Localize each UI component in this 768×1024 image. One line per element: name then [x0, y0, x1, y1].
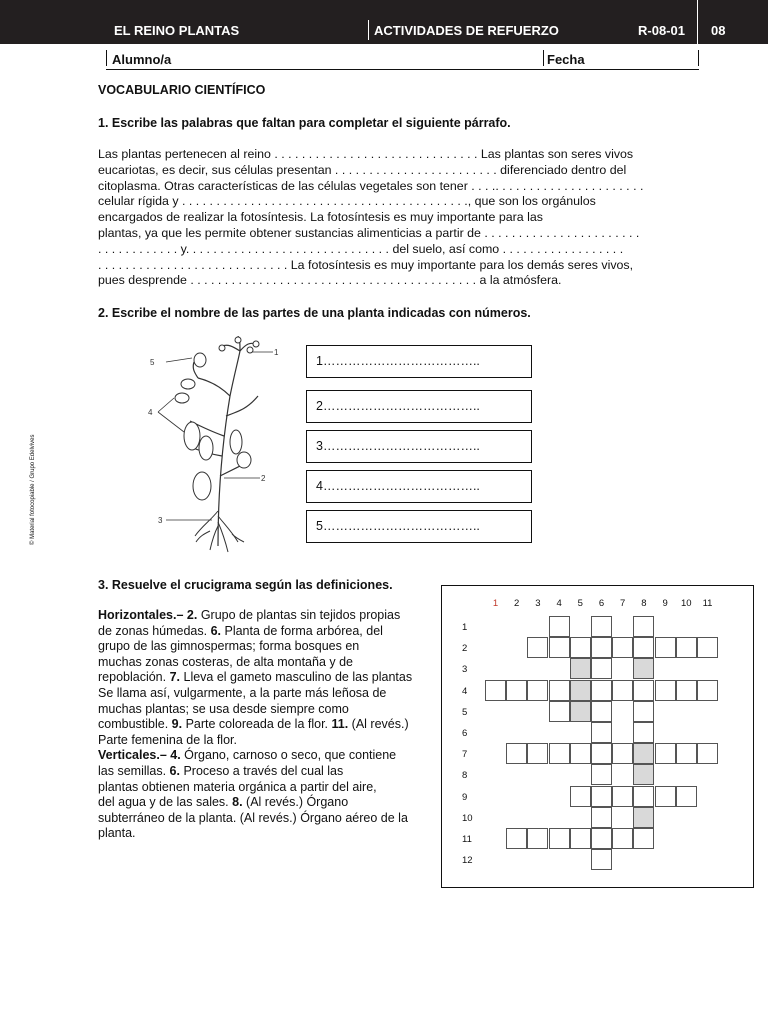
- student-row-underline: [106, 69, 699, 70]
- header-bar: [0, 0, 768, 44]
- crossword-cell[interactable]: [591, 743, 612, 764]
- row-number: 8: [462, 770, 468, 782]
- exercise-1-title: 1. Escribe las palabras que faltan para completar el siguiente párrafo.: [98, 116, 511, 130]
- crossword-cell[interactable]: [527, 637, 548, 658]
- crossword-cell[interactable]: [591, 680, 612, 701]
- row-number: 12: [462, 855, 473, 867]
- header-divider: [368, 20, 369, 40]
- crossword-cell[interactable]: [633, 680, 654, 701]
- crossword-cell[interactable]: [676, 680, 697, 701]
- unit-title: EL REINO PLANTAS: [114, 23, 240, 38]
- crossword-cell[interactable]: [570, 680, 591, 701]
- definition-line: [98, 811, 443, 827]
- definition-line: [98, 826, 443, 842]
- copyright-note: © Material fotocopiable / Grupo Edelvives: [30, 434, 36, 545]
- definition-line: [98, 702, 443, 718]
- plant-illustration: [140, 336, 280, 556]
- crossword-cell[interactable]: [570, 828, 591, 849]
- answer-line: 4………………………………..: [316, 479, 480, 493]
- crossword-cell[interactable]: [697, 743, 718, 764]
- crossword-cell[interactable]: [633, 616, 654, 637]
- crossword-cell[interactable]: [506, 828, 527, 849]
- crossword-cell[interactable]: [591, 828, 612, 849]
- row-number: 5: [462, 706, 468, 718]
- crossword-cell[interactable]: [633, 637, 654, 658]
- column-number: 2: [514, 598, 520, 609]
- worksheet-code: R-08-01: [638, 23, 685, 38]
- definition-text: Grupo de plantas sin tejidos propias: [197, 608, 401, 622]
- definition-text: plantas obtienen materia orgánica a partir del aire,: [98, 779, 377, 794]
- crossword-cell[interactable]: [655, 743, 676, 764]
- definition-line: [98, 670, 443, 686]
- row-number: 7: [462, 749, 468, 761]
- crossword-cell[interactable]: [591, 786, 612, 807]
- column-number: 11: [702, 598, 713, 609]
- crossword-cell[interactable]: [612, 637, 633, 658]
- exercise-1-paragraph: [98, 147, 698, 289]
- crossword-cell[interactable]: [633, 828, 654, 849]
- figure-label-2: 2: [261, 474, 266, 483]
- crossword-cell[interactable]: [570, 786, 591, 807]
- column-number: 8: [641, 598, 647, 609]
- definition-text: Proceso a través del cual las: [179, 763, 344, 778]
- crossword-cell[interactable]: [633, 722, 654, 743]
- page-number: 08: [711, 23, 726, 38]
- crossword-cell[interactable]: [591, 637, 612, 658]
- figure-label-4: 4: [148, 408, 153, 417]
- crossword-cell[interactable]: [570, 743, 591, 764]
- row-number: 3: [462, 664, 468, 676]
- crossword-cell[interactable]: [527, 680, 548, 701]
- crossword-cell[interactable]: [591, 807, 612, 828]
- activity-type: ACTIVIDADES DE REFUERZO: [374, 23, 559, 38]
- crossword-cell[interactable]: [549, 701, 570, 722]
- definition-line: [98, 717, 443, 733]
- column-number: 3: [535, 598, 541, 609]
- crossword-cell[interactable]: [633, 658, 654, 679]
- crossword-cell[interactable]: [655, 680, 676, 701]
- crossword-cell[interactable]: [676, 786, 697, 807]
- column-number: 1: [492, 598, 499, 609]
- crossword-cell[interactable]: [591, 658, 612, 679]
- answer-box-5[interactable]: [306, 510, 532, 543]
- crossword-cell[interactable]: [549, 680, 570, 701]
- crossword-cell[interactable]: [633, 743, 654, 764]
- crossword-cell[interactable]: [591, 722, 612, 743]
- definition-text: Parte coloreada de la flor.: [182, 717, 332, 732]
- exercise-2-title: 2. Escribe el nombre de las partes de una planta indicadas con números.: [98, 306, 531, 320]
- definition-text: Parte femenina de la flor.: [98, 732, 237, 747]
- crossword-cell[interactable]: [633, 701, 654, 722]
- column-number: 10: [681, 598, 692, 609]
- column-number: 7: [620, 598, 626, 609]
- paragraph-line: encargados de realizar la fotosíntesis. La fotosíntesis es muy importante para las: [98, 210, 543, 225]
- definition-line: [98, 686, 443, 702]
- crossword-cell[interactable]: [570, 701, 591, 722]
- figure-label-3: 3: [158, 516, 163, 525]
- crossword-cell[interactable]: [591, 849, 612, 870]
- paragraph-line: celular rígida y . . . . . . . . . . . . . . . . . . . . . . . . . . . . . . . . . . . . . . . . . ., que son los orgánulos: [98, 194, 596, 209]
- definition-number: 6.: [210, 623, 222, 638]
- row-number: 2: [462, 643, 468, 655]
- paragraph-line: plantas, ya que les permite obtener sustancias alimenticias a partir de . . . . . . . . . . . . . . . . . . . . . . .: [98, 225, 640, 240]
- definition-number: 7.: [169, 670, 181, 685]
- row-number: 9: [462, 791, 468, 803]
- crossword-cell[interactable]: [676, 637, 697, 658]
- definition-line: [98, 795, 443, 811]
- column-number: 4: [556, 598, 562, 609]
- definition-text: Órgano, carnoso o seco, que contiene: [180, 748, 397, 763]
- definition-text: subterráneo de la planta. (Al revés.) Órgano aéreo de la: [98, 810, 408, 825]
- definition-number: 6.: [169, 763, 180, 778]
- figure-label-1: 1: [274, 348, 279, 357]
- definition-line: [98, 624, 443, 640]
- definition-text: del agua y de las sales.: [98, 795, 233, 810]
- definition-line: [98, 639, 443, 655]
- crossword-cell[interactable]: [676, 743, 697, 764]
- definition-text: grupo de las gimnospermas; forma bosques en: [98, 639, 360, 654]
- crossword-cell[interactable]: [570, 658, 591, 679]
- definition-number: Horizontales.– 2.: [98, 608, 198, 622]
- paragraph-line: eucariotas, es decir, sus células presentan . . . . . . . . . . . . . . . . . . . . . . . . diferenciado dentro del: [98, 162, 627, 177]
- answer-box-1[interactable]: [306, 345, 532, 378]
- student-label: Alumno/a: [112, 52, 172, 67]
- definition-number: Verticales.– 4.: [98, 748, 181, 763]
- exercise-3-title: 3. Resuelve el crucigrama según las definiciones.: [98, 578, 393, 592]
- header-divider-2: [697, 0, 698, 44]
- crossword-cell[interactable]: [591, 616, 612, 637]
- definition-number: 9.: [171, 717, 183, 732]
- section-title: VOCABULARIO CIENTÍFICO: [98, 83, 266, 97]
- crossword-cell[interactable]: [612, 786, 633, 807]
- crossword-cell[interactable]: [527, 828, 548, 849]
- crossword-cell[interactable]: [612, 680, 633, 701]
- crossword-cell[interactable]: [549, 616, 570, 637]
- definition-text: Se llama así, vulgarmente, a la parte más leñosa de: [98, 685, 387, 700]
- definition-line: [98, 608, 443, 624]
- crossword-cell[interactable]: [633, 786, 654, 807]
- row-number: 4: [462, 685, 468, 697]
- crossword-cell[interactable]: [612, 743, 633, 764]
- row-number: 11: [462, 834, 472, 845]
- paragraph-line: . . . . . . . . . . . . y. . . . . . . . . . . . . . . . . . . . . . . . . . . . . . del suelo, así como . . . . . . . . . . . . . . . . . .: [98, 241, 624, 256]
- student-field-mark: [106, 50, 107, 66]
- paragraph-line: citoplasma. Otras características de las células vegetales son tener . . . .. . . . . . . . . . . . . . . . . . . . . .: [98, 178, 644, 193]
- definition-text: las semillas.: [98, 763, 170, 778]
- definition-line: [98, 748, 443, 764]
- crossword-cell[interactable]: [591, 701, 612, 722]
- answer-box-3[interactable]: [306, 430, 532, 463]
- definition-text: Planta de forma arbórea, del: [221, 623, 383, 638]
- definition-line: [98, 733, 443, 749]
- definition-text: repoblación.: [98, 670, 170, 685]
- definition-line: [98, 655, 443, 671]
- row-number: 6: [462, 728, 468, 739]
- figure-label-5: 5: [150, 358, 155, 367]
- answer-line: 2………………………………..: [316, 399, 480, 413]
- row-number: 1: [462, 622, 468, 633]
- date-field-mark: [543, 50, 544, 66]
- paragraph-line: Las plantas pertenecen al reino . . . . . . . . . . . . . . . . . . . . . . . . . . . . . . Las plantas son seres vivos: [98, 147, 634, 161]
- definition-line: [98, 764, 443, 780]
- crossword-cell[interactable]: [633, 764, 654, 785]
- definition-text: planta.: [98, 826, 136, 841]
- row-number: 10: [462, 812, 473, 824]
- crossword-cell[interactable]: [591, 764, 612, 785]
- answer-line: 5………………………………..: [316, 519, 480, 533]
- crossword-cell[interactable]: [612, 828, 633, 849]
- crossword-cell[interactable]: [506, 743, 527, 764]
- crossword-cell[interactable]: [697, 680, 718, 701]
- definition-text: (Al revés.): [348, 717, 409, 732]
- definition-number: 8.: [232, 795, 243, 810]
- crossword-cell[interactable]: [570, 637, 591, 658]
- crossword-cell[interactable]: [485, 680, 506, 701]
- definition-line: [98, 780, 443, 796]
- definition-text: Lleva el gameto masculino de las plantas: [180, 670, 413, 685]
- column-number: 9: [662, 598, 668, 609]
- column-number: 6: [598, 598, 605, 609]
- definition-text: combustible.: [98, 717, 172, 732]
- paragraph-line: pues desprende . . . . . . . . . . . . . . . . . . . . . . . . . . . . . . . . . . . . . . . . . . a la atmósfera.: [98, 273, 562, 288]
- answer-box-4[interactable]: [306, 470, 532, 503]
- definition-text: de zonas húmedas.: [98, 623, 211, 638]
- column-number: 5: [577, 598, 583, 609]
- crossword-definitions: [98, 608, 443, 842]
- crossword-cell[interactable]: [506, 680, 527, 701]
- answer-box-2[interactable]: [306, 390, 532, 423]
- date-label: Fecha: [547, 52, 585, 67]
- crossword-cell[interactable]: [655, 637, 676, 658]
- crossword-cell[interactable]: [527, 743, 548, 764]
- crossword-cell[interactable]: [655, 786, 676, 807]
- crossword-cell[interactable]: [633, 807, 654, 828]
- definition-text: muchas zonas costeras, de alta montaña y de: [98, 654, 354, 669]
- crossword-cell[interactable]: [549, 637, 570, 658]
- definition-number: 11.: [331, 717, 349, 732]
- row-end-mark: [698, 50, 699, 66]
- answer-line: 3………………………………..: [316, 439, 480, 453]
- definition-text: muchas plantas; se usa desde siempre como: [98, 701, 349, 716]
- crossword-cell[interactable]: [549, 743, 570, 764]
- crossword-cell[interactable]: [549, 828, 570, 849]
- crossword-cell[interactable]: [697, 637, 718, 658]
- definition-text: (Al revés.) Órgano: [242, 795, 349, 810]
- answer-line: 1………………………………..: [316, 354, 480, 368]
- paragraph-line: . . . . . . . . . . . . . . . . . . . . . . . . . . . . La fotosíntesis es muy importante para los demás seres vivos,: [98, 257, 634, 272]
